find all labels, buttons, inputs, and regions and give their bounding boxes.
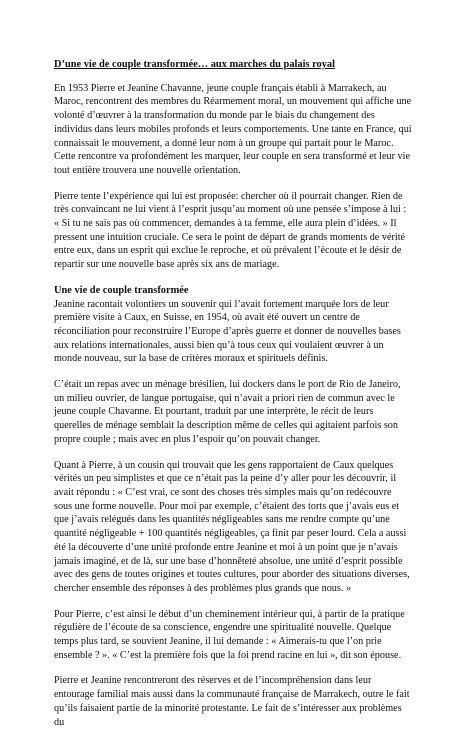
paragraph-pierre-cousin: Quant à Pierre, à un cousin qui trouvait que les gens rapportaient de Caux quelques vérités un peu simplistes et que ce n’était pas la peine d’y aller pour les découvrir, il avait répondu : « C’est vrai, ce sont des choses très simples mais qu’on redécouvre sous une forme nouvelle. Pour moi par exemple, c’étaient des torts que j’avais eus et que j’avais relégués dans les quantités négligeables sans me rendre compte qu’une quantité négligeable + 100 quantités négligeables, ça finit par peser lourd. Cela a aussi été la découverte d’une unité profonde entre Jeanine et moi à un point que je n’avais jamais imaginé, et de là, sur une base d’honnêteté absolue, une unité d’esprit possible avec des gens de toutes origines et toutes cultures, pour aborder des situations diverses, chercher ensemble des réponses à des problèmes plus grands que nous. » [54,459,410,594]
document-title: D’une vie de couple transformée… aux marches du palais royal [54,59,336,70]
paragraph-intro: En 1953 Pierre et Jeanine Chavanne, jeune couple français établi à Marrakech, au Maroc, rencontrent des membres du Réarmement moral, un mouvement qui affiche une volonté d’œuvrer à la transformation du monde par le biais du changement des individus dans leurs mobiles profonds et leurs comportements. Une tante en France, qui connaissait le mouvement, a donné leur nom à un groupe qui partait pour le Maroc. Cette rencontre va profondément les marquer, leur couple en sera transformé et leur vie tout entière trouvera une nouvelle orientation. [54,82,412,176]
paragraph-inner-journey: Pour Pierre, c’est ainsi le début d’un cheminement intérieur qui, à partir de la pratique régulière de l’écoute de sa conscience, engendre une spiritualité nouvelle. Quelque temps plus tard, se souvient Jeanine, il lui demande : « Aimerais-tu que l’on prie ensemble ? ». « C’est la première fois que la foi prend racine en lui », dit son épouse. [54,608,405,661]
section-heading: Une vie de couple transformée [54,284,189,296]
paragraph-caux-memory: Jeanine racontait volontiers un souvenir qui l’avait fortement marquée lors de leur première visite à Caux, en Suisse, en 1954, où avait été ouvert un centre de réconciliation pour reconstruire l’Europe d’après guerre et donner de nouvelles bases aux relations internationales, aussi bien qu’à tous ceux qui voulaient œuvrer à un monde nouveau, sur la base de critères moraux et spirituels définis. [54,298,401,365]
paragraph-pierre-experience: Pierre tente l’expérience qui lui est proposée: chercher où il pourrait changer. Rien de très convaincant ne lui vient à l’esprit jusqu’au moment où une pensée s’impose à lui : « Si tu ne sais pas où commencer, demandes à ta femme, elle aura plein d’idées. » Il pressent une intuition cruciale. Ce sera le point de départ de grands moments de vérité entre eux, dans un esprit qui exclue le reproche, et où prévalent l’écoute et le désir de repartir sur une nouvelle base après six ans de mariage. [54,190,407,271]
paragraph-reservations: Pierre et Jeanine rencontreront des réserves et de l’incompréhension dans leur entourage familial mais aussi dans la communauté française de Marrakech, outre le fait qu’ils faisaient partie de la minorité protestante. Le fait de s’intéresser aux problèmes du [54,675,410,728]
paragraph-brazilian-couple: C’était un repas avec un ménage brésilien, lui dockers dans le port de Rio de Janeiro, un milieu ouvrier, de langue portugaise, qui n’avait a priori rien de commun avec le jeune couple Chavanne. Et pourtant, traduit par une interprète, le récit de leurs querelles de ménage semblait la description même de celles qui agitaient parfois son propre couple ; mais avec en plus l’espoir qu’on pouvait changer. [54,379,401,445]
